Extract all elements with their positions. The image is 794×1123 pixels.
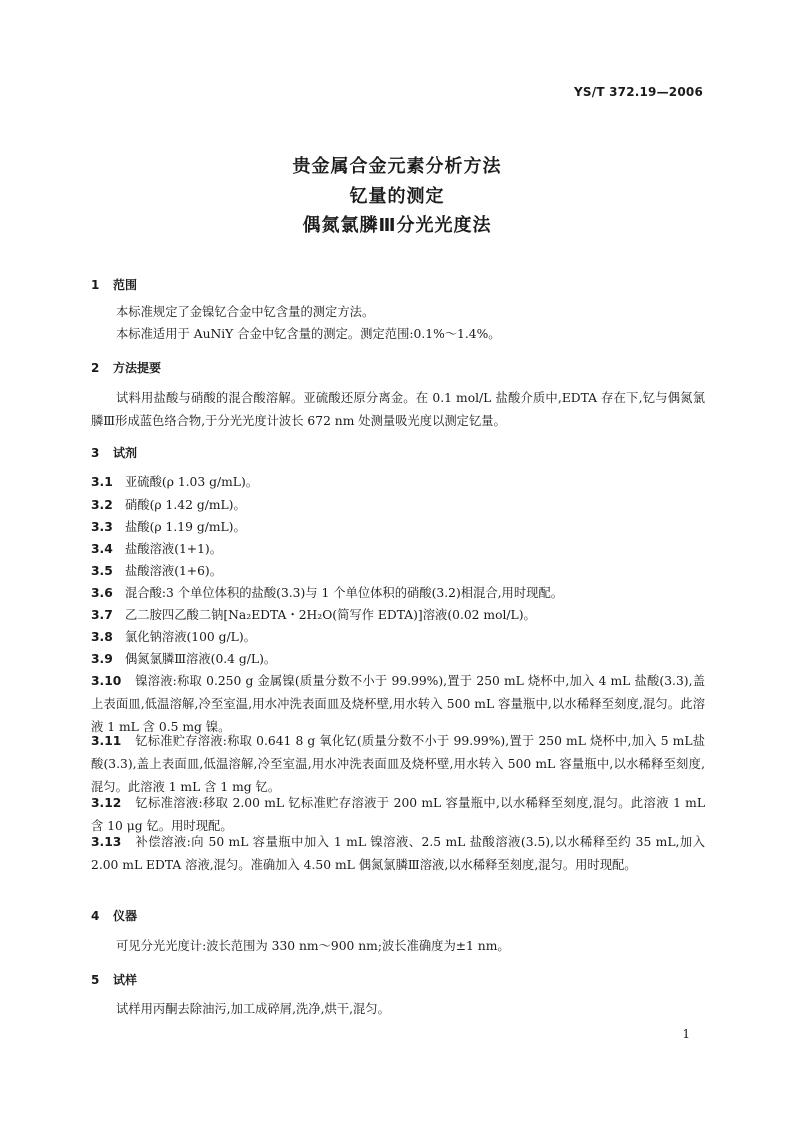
section-number: 5 (91, 973, 100, 987)
section-number: 4 (91, 909, 100, 923)
section-title: 仪器 (113, 909, 138, 923)
section-number: 2 (91, 361, 100, 375)
reagent-item: 3.10 镍溶液:称取 0.250 g 金属镍(质量分数不小于 99.99%),置于 250 mL 烧杯中,加入 4 mL 盐酸(3.3),盖上表面皿,低温溶解,冷至室温,用水冲洗表面皿及烧杯壁,用水转入 500 mL 容量瓶中,以水稀释至刻度,混匀。此溶液 1 mL 含 0.5 mg 镍。 (91, 674, 705, 734)
page-number: 1 (682, 1027, 690, 1041)
paragraph: 本标准适用于 AuNiY 合金中钇含量的测定。测定范围:0.1%～1.4%。 (116, 327, 501, 341)
paragraph: 本标准规定了金镍钇合金中钇含量的测定方法。 (116, 305, 375, 319)
section-title: 试样 (113, 973, 138, 987)
reagent-item: 3.5 盐酸溶液(1+6)。 (91, 564, 223, 578)
paragraph: 可见分光光度计:波长范围为 330 nm～900 nm;波长准确度为±1 nm。 (116, 939, 510, 953)
reagent-item: 3.1 亚硫酸(ρ 1.03 g/mL)。 (91, 475, 259, 489)
reagent-item: 3.3 盐酸(ρ 1.19 g/mL)。 (91, 520, 246, 534)
paragraph: 试料用盐酸与硝酸的混合酸溶解。亚硫酸还原分离金。在 0.1 mol/L 盐酸介质中,EDTA 存在下,钇与偶氮氯膦Ⅲ形成蓝色络合物,于分光光度计波长 672 nm 处测量吸光度以测定钇量。 (91, 391, 705, 428)
reagent-item: 3.7 乙二胺四乙酸二钠[Na₂EDTA・2H₂O(简写作 EDTA)]溶液(0.02 mol/L)。 (91, 608, 536, 622)
standard-number: YS/T 372.19—2006 (574, 85, 703, 99)
doc-title-line3: 偶氮氯膦Ⅲ分光光度法 (302, 215, 492, 236)
section-heading-scope (91, 276, 137, 293)
section-title: 方法提要 (113, 361, 162, 375)
section-heading-method (91, 359, 161, 376)
section-heading-apparatus (91, 907, 137, 924)
paragraph: 试样用丙酮去除油污,加工成碎屑,洗净,烘干,混匀。 (116, 1002, 390, 1016)
reagent-item: 3.2 硝酸(ρ 1.42 g/mL)。 (91, 498, 246, 512)
reagent-item: 3.11 钇标准贮存溶液:称取 0.641 8 g 氧化钇(质量分数不小于 99.99%),置于 250 mL 烧杯中,加入 5 mL盐酸(3.3),盖上表面皿,低温溶解,冷至室温,用水冲洗表面皿及烧杯壁,用水转入 500 mL 容量瓶中,以水稀释至刻度,混匀。此溶液 1 mL 含 1 mg 钇。 (91, 734, 705, 794)
reagent-item: 3.4 盐酸溶液(1+1)。 (91, 542, 223, 556)
reagent-item: 3.6 混合酸:3 个单位体积的盐酸(3.3)与 1 个单位体积的硝酸(3.2)相混合,用时现配。 (91, 586, 564, 600)
section-number: 3 (91, 446, 100, 460)
doc-title-line2: 钇量的测定 (349, 186, 445, 207)
doc-title-line1: 贵金属合金元素分析方法 (292, 156, 502, 177)
reagent-item: 3.12 钇标准溶液:移取 2.00 mL 钇标准贮存溶液于 200 mL 容量瓶中,以水稀释至刻度,混匀。此溶液 1 mL 含 10 μg 钇。用时现配。 (91, 796, 705, 833)
section-number: 1 (91, 278, 100, 292)
reagent-item: 3.13 补偿溶液:向 50 mL 容量瓶中加入 1 mL 镍溶液、2.5 mL 盐酸溶液(3.5),以水稀释至约 35 mL,加入 2.00 mL EDTA 溶液,混匀。准确加入 4.50 mL 偶氮氯膦Ⅲ溶液,以水稀释至刻度,混匀。用时现配。 (91, 835, 705, 872)
section-title: 试剂 (113, 446, 138, 460)
section-title: 范围 (113, 278, 138, 292)
reagent-item: 3.9 偶氮氯膦Ⅲ溶液(0.4 g/L)。 (91, 652, 277, 666)
reagent-item: 3.8 氯化钠溶液(100 g/L)。 (91, 630, 256, 644)
section-heading-reagents (91, 444, 137, 461)
section-heading-sample (91, 971, 137, 988)
